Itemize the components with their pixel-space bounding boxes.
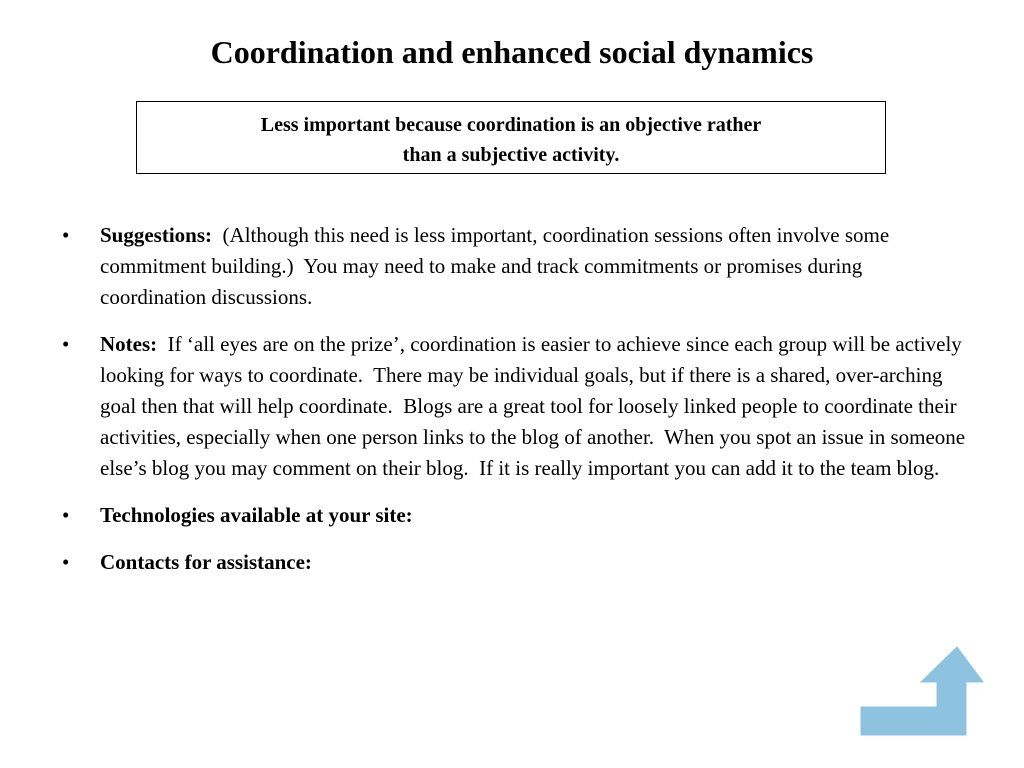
bullet-dot: • bbox=[62, 503, 70, 527]
bullet-dot: • bbox=[62, 223, 70, 247]
bullet-item-notes bbox=[62, 329, 971, 484]
bullet-label: Technologies available at your site: bbox=[100, 503, 413, 527]
callout-line-2: than a subjective activity. bbox=[402, 144, 620, 166]
bullet-dot: • bbox=[62, 332, 70, 356]
return-arrow-shape bbox=[858, 645, 984, 737]
return-arrow-polygon bbox=[861, 647, 983, 735]
return-arrow-icon[interactable] bbox=[858, 645, 984, 737]
bullet-label: Suggestions: bbox=[100, 223, 213, 247]
bullet-label: Contacts for assistance: bbox=[100, 550, 312, 574]
bullet-text: If ‘all eyes are on the prize’, coordination is easier to achieve since each group will be actively looking for ways to coordinate. There may be individual goals, but if there is a shared, over-arching goal then that will help coordinate. Blogs are a great tool for loosely linked people to coordinate their activities, especially when one person links to the blog of another. When you spot an issue in someone else’s blog you may comment on their blog. If it is really important you can add it to the team blog. bbox=[100, 332, 971, 480]
bullet-item-suggestions bbox=[62, 220, 967, 313]
bullet-list bbox=[62, 220, 971, 594]
slide-title: Coordination and enhanced social dynamics bbox=[210, 34, 814, 70]
bullet-item-contacts bbox=[62, 547, 967, 578]
callout-line-1: Less important because coordination is an objective rather bbox=[260, 114, 762, 136]
bullet-dot: • bbox=[62, 550, 70, 574]
bullet-text: (Although this need is less important, coordination sessions often involve some commitment building.) You may need to make and track commitments or promises during coordination discussions. bbox=[100, 223, 895, 309]
callout-box bbox=[136, 101, 886, 174]
bullet-label: Notes: bbox=[100, 332, 158, 356]
bullet-item-technologies bbox=[62, 500, 967, 531]
